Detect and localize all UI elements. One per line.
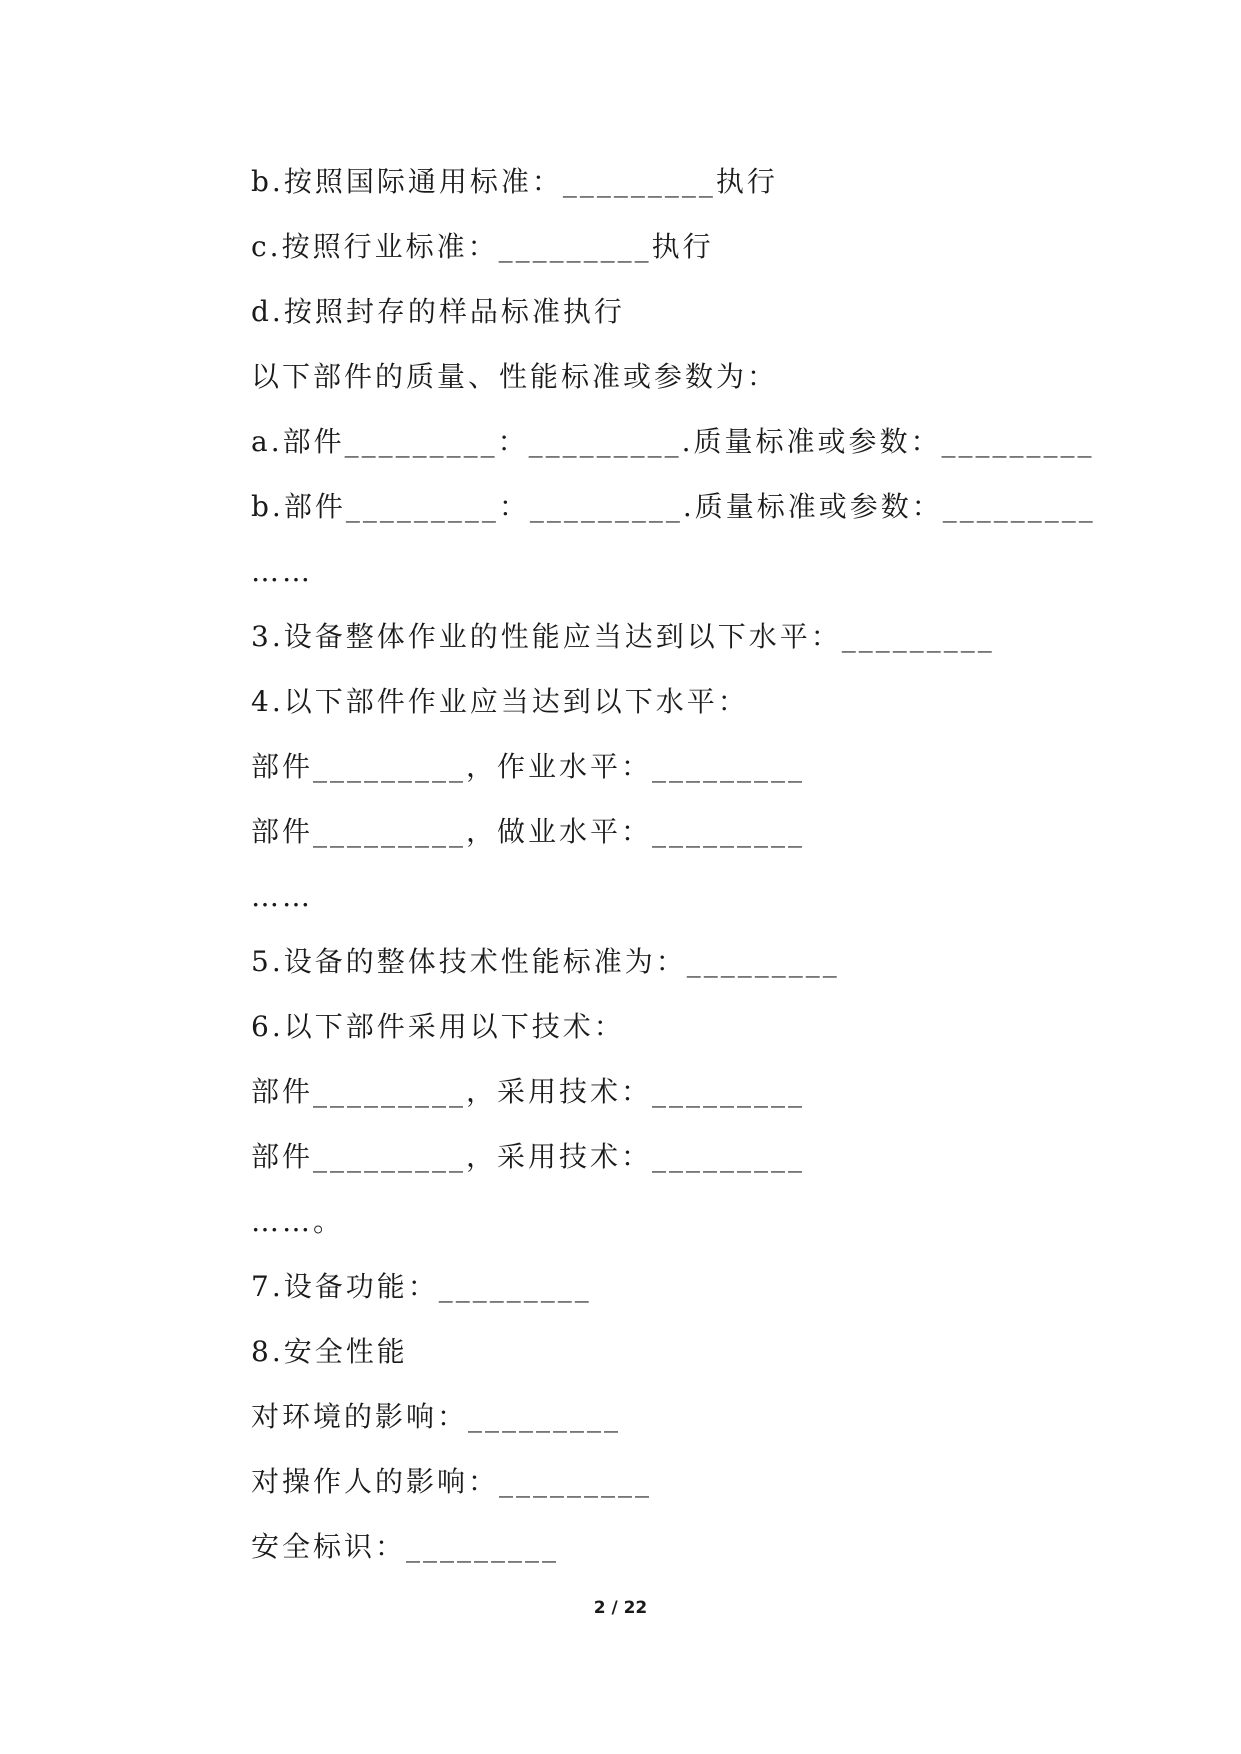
text-line: 部件_________，作业水平：_________ <box>251 750 806 783</box>
text-line: b.按照国际通用标准：_________执行 <box>251 165 778 198</box>
text-line: ……。 <box>251 1205 345 1238</box>
text-line: a.部件_________：_________.质量标准或参数：_________ <box>251 425 1095 458</box>
text-line: 5.设备的整体技术性能标准为：_________ <box>251 945 840 978</box>
text-line: 部件_________，做业水平：_________ <box>251 815 806 848</box>
text-line: 以下部件的质量、性能标准或参数为： <box>251 360 779 393</box>
text-line: 部件_________，采用技术：_________ <box>251 1075 806 1108</box>
text-line: 4.以下部件作业应当达到以下水平： <box>251 685 749 718</box>
text-line: 对环境的影响：_________ <box>251 1400 622 1433</box>
text-line: c.按照行业标准：_________执行 <box>251 230 714 263</box>
text-line: 7.设备功能：_________ <box>251 1270 592 1303</box>
text-line: 部件_________，采用技术：_________ <box>251 1140 806 1173</box>
text-line: …… <box>251 880 313 913</box>
text-line: d.按照封存的样品标准执行 <box>251 295 625 328</box>
text-line: 6.以下部件采用以下技术： <box>251 1010 625 1043</box>
page-number: 2 / 22 <box>593 1598 648 1618</box>
text-line: 对操作人的影响：_________ <box>251 1465 653 1498</box>
text-line: 3.设备整体作业的性能应当达到以下水平：_________ <box>251 620 995 653</box>
text-line: …… <box>251 555 313 588</box>
document-body <box>251 160 1111 1590</box>
text-line: 安全标识：_________ <box>251 1530 560 1563</box>
text-line: 8.安全性能 <box>251 1335 408 1368</box>
text-line: b.部件_________：_________.质量标准或参数：_________ <box>251 490 1096 523</box>
